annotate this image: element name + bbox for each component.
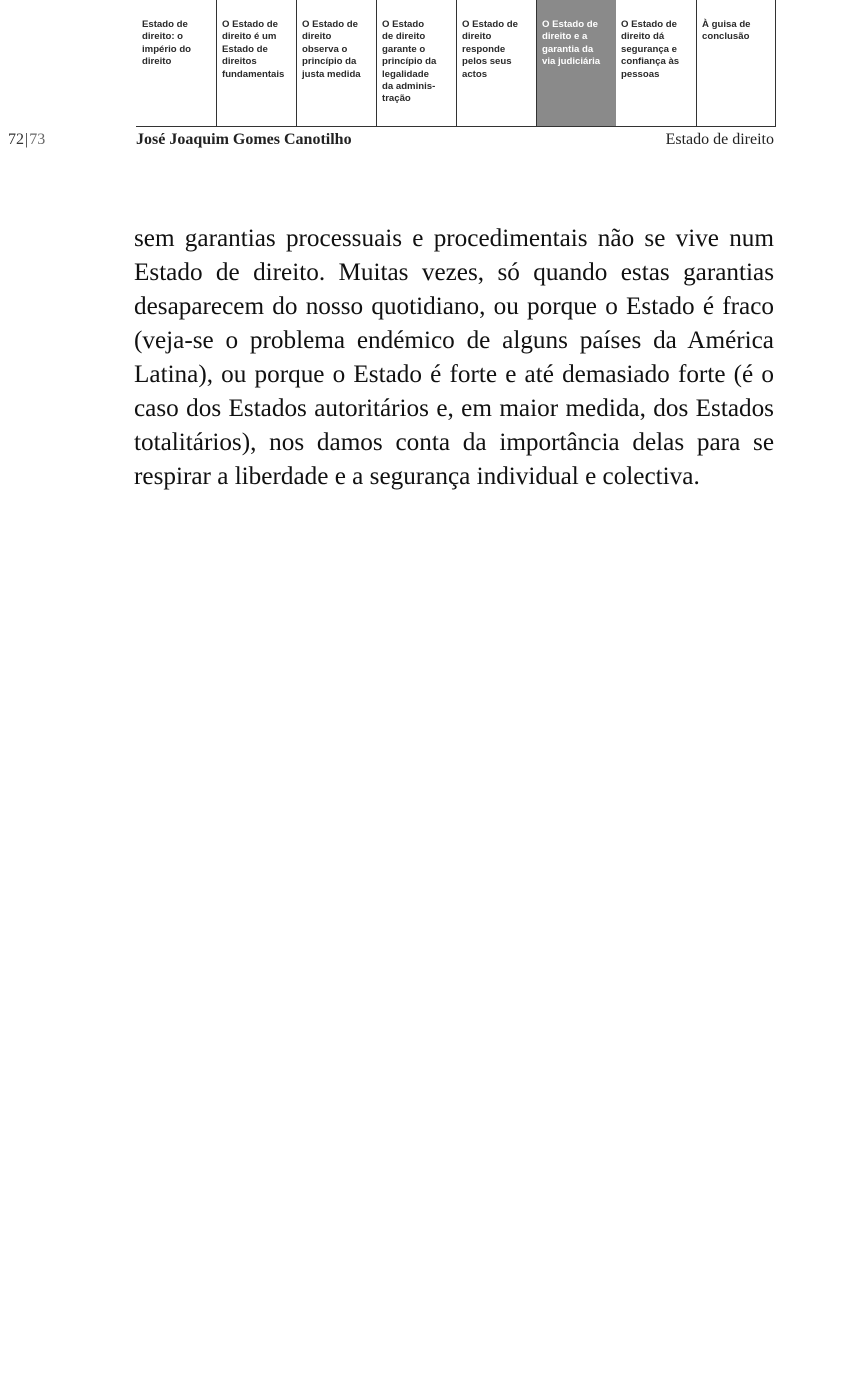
page-numbers [8,131,45,149]
chapter-tab-via-judiciaria[interactable]: O Estado de direito e a garantia da via judiciária [536,0,616,126]
chapter-tab-conclusao[interactable]: À guisa de conclusão [696,0,776,126]
chapter-tab-justa-medida[interactable]: O Estado de direito observa o princípio da justa medida [296,0,376,126]
page-number-separator: | [25,131,29,148]
page-number-left: 72 [8,131,24,148]
chapter-tab-direitos-fundamentais[interactable]: O Estado de direito é um Estado de direitos fundamentais [216,0,296,126]
chapter-tab-imperio-do-direito[interactable]: Estado de direito: o império do direito [142,19,192,68]
section-title: Estado de direito [665,131,774,148]
body-paragraph: sem garantias processuais e procedimentais não se vive num Estado de direito. Muitas vezes, só quando estas garantias desaparecem do nosso quotidiano, ou porque o Estado é fraco (veja-se o problema endémico de alguns países da América Latina), ou porque o Estado é forte e até demasiado forte (é o caso dos Estados autoritários e, em maior medida, dos Estados totalitários), nos damos conta da importância delas para se respirar a liberdade e a segurança individual e colectiva. [134,225,774,490]
page-number-right: 73 [29,131,46,148]
chapter-tab-legalidade-administracao[interactable]: O Estado de direito garante o princípio da legalidade da adminis- tração [376,0,456,126]
chapter-navigation [136,0,776,127]
author-name: José Joaquim Gomes Canotilho [136,131,352,148]
chapter-tab-responde-actos[interactable]: O Estado de direito responde pelos seus actos [456,0,536,126]
chapter-tab-seguranca-confianca[interactable]: O Estado de direito dá segurança e confiança às pessoas [621,19,680,80]
